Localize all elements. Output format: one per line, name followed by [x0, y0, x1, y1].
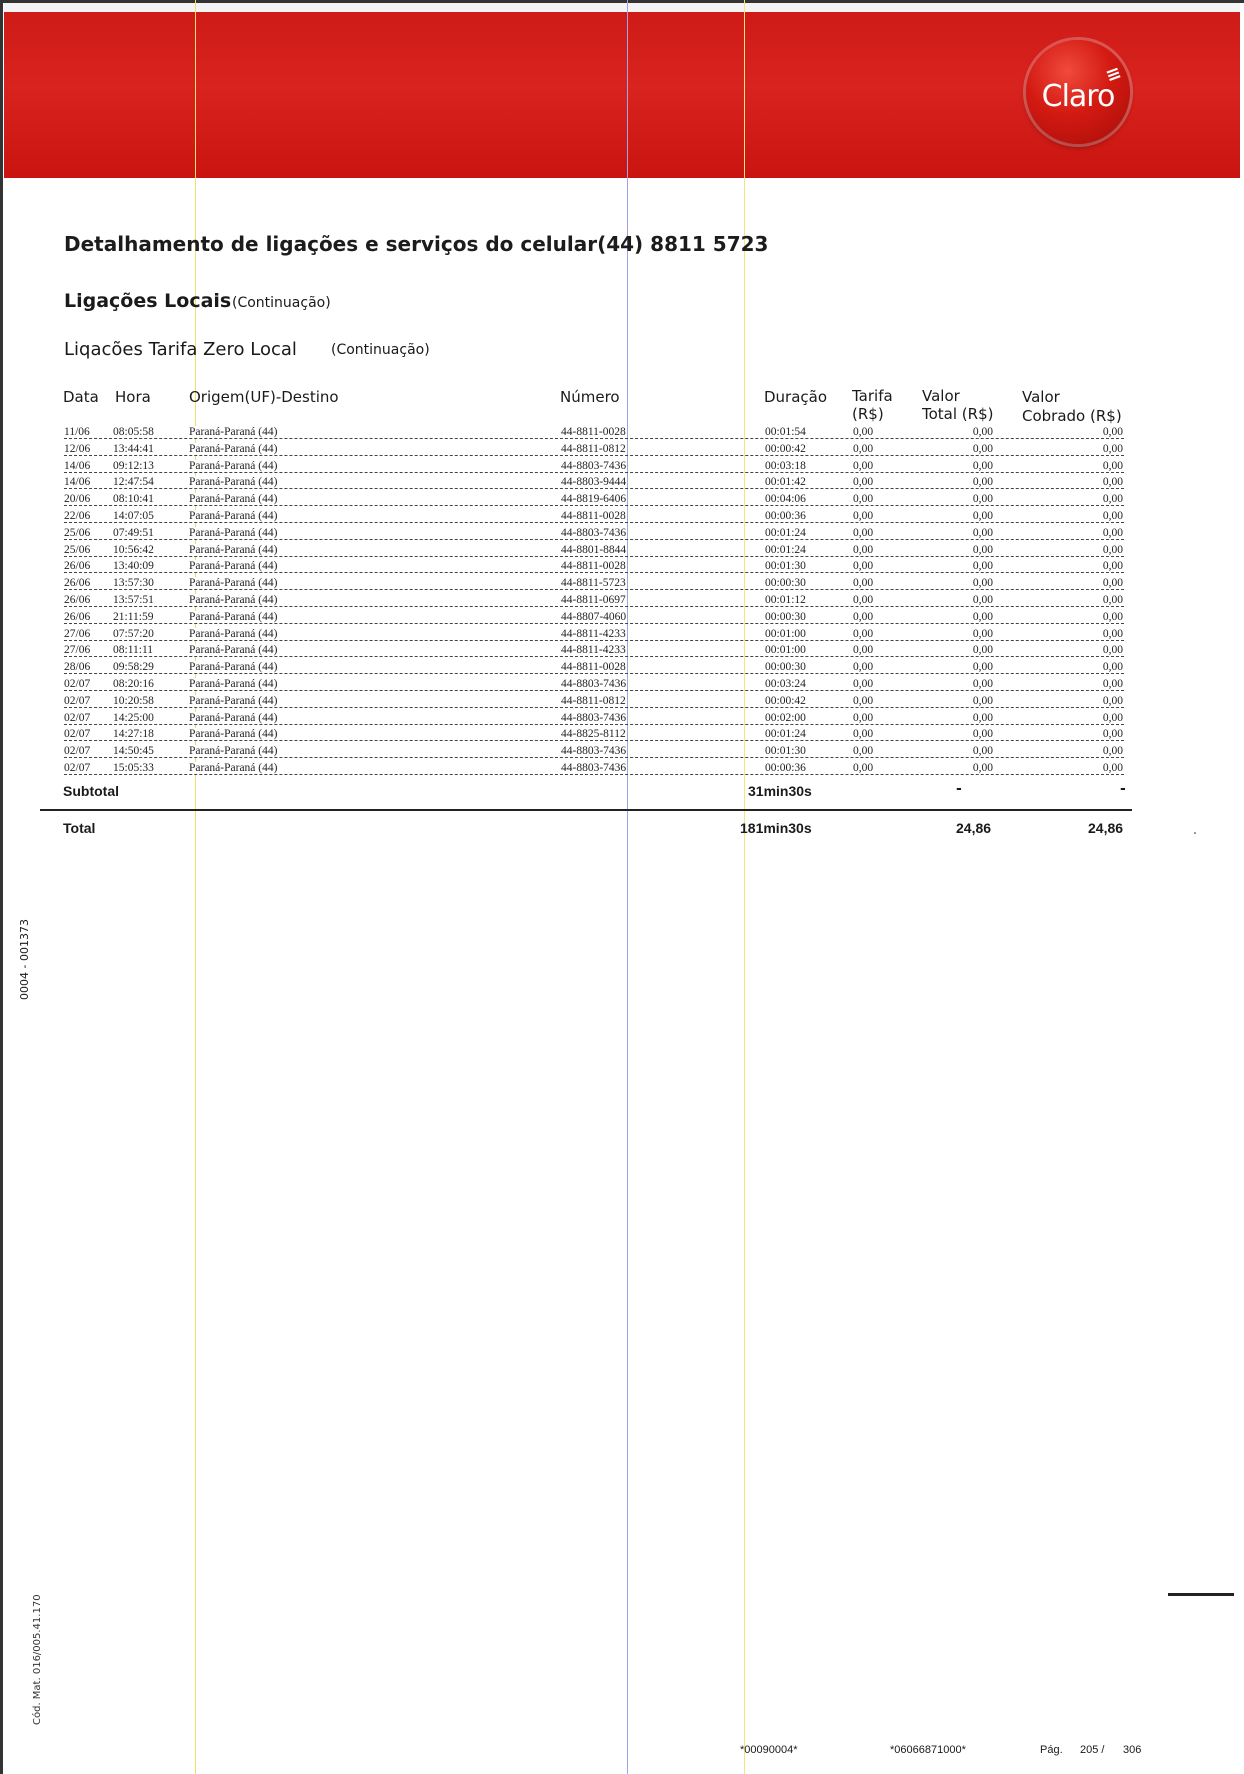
cell-valor-cobrado: 0,00 [1102, 762, 1123, 774]
cell-date: 14/06 [64, 476, 91, 489]
col-header-valor-total: Valor [922, 387, 960, 405]
cell-origin: Paraná-Paraná (44) [189, 711, 278, 724]
cell-time: 21:11:59 [113, 610, 154, 623]
cell-valor-total: 0,00 [972, 728, 993, 741]
row-leader-dots [64, 488, 1124, 489]
cell-time: 14:07:05 [113, 510, 154, 522]
cell-origin: Paraná-Paraná (44) [189, 543, 278, 556]
cell-valor-total: 0,00 [972, 442, 993, 455]
cell-date: 26/06 [64, 610, 91, 623]
cell-duration: 00:02:00 [765, 711, 806, 724]
cell-number: 44-8803-7436 [561, 459, 627, 472]
cell-tarifa: 0,00 [853, 644, 874, 657]
cell-date: 28/06 [64, 661, 91, 674]
cell-number: 44-8803-9444 [561, 476, 627, 489]
cell-time: 09:58:29 [113, 661, 154, 674]
cell-time: 14:25:00 [113, 711, 154, 724]
cell-tarifa: 0,00 [853, 510, 874, 522]
cell-number: 44-8811-4233 [561, 627, 626, 640]
row-leader-dots [64, 757, 1124, 758]
cell-valor-cobrado: 0,00 [1102, 661, 1123, 674]
col-header-hora: Hora [115, 388, 151, 406]
cell-time: 14:27:18 [113, 728, 154, 741]
footer-code-2: *06066871000* [890, 1744, 966, 1756]
row-leader-dots [64, 438, 1124, 439]
table-row [0, 493, 1244, 510]
cell-valor-cobrado: 0,00 [1102, 711, 1123, 724]
cell-time: 13:57:51 [113, 594, 154, 606]
cell-tarifa: 0,00 [853, 526, 874, 539]
cell-duration: 00:00:42 [765, 694, 806, 707]
cell-valor-cobrado: 0,00 [1102, 459, 1123, 472]
cell-origin: Paraná-Paraná (44) [189, 644, 278, 657]
cell-number: 44-8811-0697 [561, 594, 626, 606]
cell-date: 02/07 [64, 745, 91, 758]
cell-tarifa: 0,00 [853, 442, 874, 455]
cell-number: 44-8801-8844 [561, 543, 627, 556]
cell-valor-cobrado: 0,00 [1102, 745, 1123, 758]
row-leader-dots [64, 572, 1124, 573]
cell-valor-total: 0,00 [972, 560, 993, 573]
cell-origin: Paraná-Paraná (44) [189, 661, 278, 674]
cell-number: 44-8803-7436 [561, 745, 627, 758]
table-row [0, 426, 1244, 443]
side-material-code: Cód. Mat. 016/005.41.170 [32, 1594, 43, 1725]
table-row [0, 728, 1244, 745]
cell-duration: 00:00:36 [765, 510, 806, 522]
cell-time: 08:05:58 [113, 426, 154, 438]
cell-duration: 00:01:12 [765, 594, 806, 606]
cell-number: 44-8811-0028 [561, 510, 626, 522]
cell-origin: Paraná-Paraná (44) [189, 459, 278, 472]
cell-time: 15:05:33 [113, 762, 154, 774]
row-leader-dots [64, 656, 1124, 657]
cell-tarifa: 0,00 [853, 476, 874, 489]
table-row [0, 476, 1244, 493]
col-header-numero: Número [560, 388, 620, 406]
row-leader-dots [64, 589, 1124, 590]
cell-number: 44-8811-0812 [561, 442, 626, 455]
cell-time: 08:10:41 [113, 493, 154, 506]
col-header-tarifa: Tarifa [852, 387, 893, 405]
cell-date: 22/06 [64, 510, 91, 522]
cell-valor-total: 0,00 [972, 543, 993, 556]
cell-date: 11/06 [64, 426, 90, 438]
cell-origin: Paraná-Paraná (44) [189, 745, 278, 758]
row-leader-dots [64, 539, 1124, 540]
subsection-title: Liqacões Tarifa Zero Local [64, 339, 297, 360]
cell-time: 08:20:16 [113, 678, 154, 690]
row-leader-dots [64, 455, 1124, 456]
cell-origin: Paraná-Paraná (44) [189, 510, 278, 522]
cell-number: 44-8811-4233 [561, 644, 626, 657]
cell-date: 26/06 [64, 594, 91, 606]
table-row [0, 544, 1244, 561]
cell-tarifa: 0,00 [853, 694, 874, 707]
total-label: Total [63, 820, 96, 836]
cell-duration: 00:00:30 [765, 661, 806, 674]
cell-valor-total: 0,00 [972, 493, 993, 506]
col-header-valor-total-unit: Total (R$) [922, 405, 994, 423]
cell-duration: 00:01:30 [765, 745, 806, 758]
cell-valor-cobrado: 0,00 [1102, 560, 1123, 573]
cell-valor-total: 0,00 [972, 610, 993, 623]
table-row [0, 628, 1244, 645]
table-row [0, 510, 1244, 527]
cell-origin: Paraná-Paraná (44) [189, 762, 278, 774]
claro-logo [1026, 40, 1130, 144]
cell-time: 09:12:13 [113, 459, 154, 472]
cell-time: 07:57:20 [113, 627, 154, 640]
total-divider [40, 809, 1132, 811]
subtotal-valor-total: - [956, 781, 962, 797]
cell-origin: Paraná-Paraná (44) [189, 442, 278, 455]
cell-tarifa: 0,00 [853, 728, 874, 741]
cell-time: 14:50:45 [113, 745, 154, 758]
cell-origin: Paraná-Paraná (44) [189, 694, 278, 707]
cell-valor-cobrado: 0,00 [1102, 728, 1123, 741]
cell-origin: Paraná-Paraná (44) [189, 426, 278, 438]
row-leader-dots [64, 640, 1124, 641]
cell-number: 44-8811-0028 [561, 560, 626, 573]
cell-tarifa: 0,00 [853, 678, 874, 690]
cell-date: 02/07 [64, 728, 91, 741]
cell-valor-cobrado: 0,00 [1102, 426, 1123, 438]
cell-number: 44-8819-6406 [561, 493, 627, 506]
col-header-tarifa-unit: (R$) [852, 405, 884, 423]
cell-date: 02/07 [64, 694, 91, 707]
footer-page-total: 306 [1123, 1744, 1142, 1756]
cell-valor-cobrado: 0,00 [1102, 526, 1123, 539]
cell-tarifa: 0,00 [853, 577, 874, 590]
row-leader-dots [64, 623, 1124, 624]
cell-date: 27/06 [64, 644, 91, 657]
cell-duration: 00:00:42 [765, 442, 806, 455]
margin-mark [1168, 1593, 1234, 1596]
cell-date: 25/06 [64, 543, 91, 556]
row-leader-dots [64, 724, 1124, 725]
row-leader-dots [64, 505, 1124, 506]
cell-date: 27/06 [64, 627, 91, 640]
cell-duration: 00:01:24 [765, 526, 806, 539]
table-row [0, 678, 1244, 695]
cell-valor-cobrado: 0,00 [1102, 442, 1123, 455]
cell-tarifa: 0,00 [853, 543, 874, 556]
cell-date: 02/07 [64, 711, 91, 724]
table-row [0, 577, 1244, 594]
cell-number: 44-8803-7436 [561, 526, 627, 539]
cell-origin: Paraná-Paraná (44) [189, 577, 278, 590]
table-row [0, 745, 1244, 762]
cell-tarifa: 0,00 [853, 594, 874, 606]
table-row [0, 644, 1244, 661]
cell-origin: Paraná-Paraná (44) [189, 594, 278, 606]
section-title: Ligações Locais [64, 290, 232, 312]
row-leader-dots [64, 522, 1124, 523]
total-valor-cobrado: 24,86 [1088, 820, 1124, 836]
cell-valor-total: 0,00 [972, 577, 993, 590]
table-row [0, 762, 1244, 779]
cell-valor-cobrado: 0,00 [1102, 543, 1123, 556]
cell-valor-total: 0,00 [972, 694, 993, 707]
logo-text: Claro [1041, 78, 1115, 114]
cell-origin: Paraná-Paraná (44) [189, 728, 278, 741]
cell-time: 13:40:09 [113, 560, 154, 573]
cell-duration: 00:01:00 [765, 627, 806, 640]
col-header-valor-cobrado: Valor [1022, 388, 1060, 406]
cell-date: 02/07 [64, 762, 91, 774]
cell-valor-cobrado: 0,00 [1102, 678, 1123, 690]
cell-valor-total: 0,00 [972, 745, 993, 758]
cell-date: 25/06 [64, 526, 91, 539]
subsection-continuation: (Continuação) [331, 342, 430, 358]
total-duration: 181min30s [740, 820, 812, 836]
scan-artifact-line [744, 0, 745, 1774]
cell-tarifa: 0,00 [853, 560, 874, 573]
cell-origin: Paraná-Paraná (44) [189, 610, 278, 623]
row-leader-dots [64, 707, 1124, 708]
total-valor-total: 24,86 [956, 820, 992, 836]
footer-page-current: 205 / [1080, 1744, 1105, 1756]
document-title: Detalhamento de ligações e serviços do celular(44) 8811 5723 [64, 232, 769, 256]
cell-valor-cobrado: 0,00 [1102, 644, 1123, 657]
col-header-duracao: Duração [764, 388, 828, 406]
row-leader-dots [64, 556, 1124, 557]
cell-valor-total: 0,00 [972, 762, 993, 774]
cell-time: 10:20:58 [113, 694, 154, 707]
cell-origin: Paraná-Paraná (44) [189, 493, 278, 506]
table-row [0, 594, 1244, 611]
cell-valor-cobrado: 0,00 [1102, 510, 1123, 522]
cell-duration: 00:03:18 [765, 459, 806, 472]
cell-valor-cobrado: 0,00 [1102, 610, 1123, 623]
cell-duration: 00:01:00 [765, 644, 806, 657]
cell-origin: Paraná-Paraná (44) [189, 627, 278, 640]
cell-time: 13:57:30 [113, 577, 154, 590]
cell-duration: 00:00:30 [765, 610, 806, 623]
cell-date: 26/06 [64, 577, 91, 590]
cell-origin: Paraná-Paraná (44) [189, 476, 278, 489]
cell-valor-cobrado: 0,00 [1102, 493, 1123, 506]
cell-date: 02/07 [64, 678, 91, 690]
row-leader-dots [64, 690, 1124, 691]
cell-duration: 00:01:24 [765, 543, 806, 556]
cell-tarifa: 0,00 [853, 426, 874, 438]
cell-tarifa: 0,00 [853, 627, 874, 640]
cell-number: 44-8811-0028 [561, 661, 626, 674]
cell-valor-cobrado: 0,00 [1102, 627, 1123, 640]
cell-number: 44-8811-5723 [561, 577, 626, 590]
scan-artifact-line [627, 0, 628, 1774]
footer-code-1: *00090004* [740, 1744, 798, 1756]
cell-tarifa: 0,00 [853, 493, 874, 506]
cell-duration: 00:01:24 [765, 728, 806, 741]
cell-tarifa: 0,00 [853, 661, 874, 674]
logo-rays-icon: ≡ [1102, 62, 1125, 87]
row-leader-dots [64, 740, 1124, 741]
table-row [0, 712, 1244, 729]
cell-duration: 00:00:30 [765, 577, 806, 590]
cell-valor-total: 0,00 [972, 644, 993, 657]
row-leader-dots [64, 472, 1124, 473]
cell-valor-total: 0,00 [972, 678, 993, 690]
cell-duration: 00:04:06 [765, 493, 806, 506]
cell-date: 14/06 [64, 459, 91, 472]
cell-time: 08:11:11 [113, 644, 154, 657]
top-strip [4, 3, 1240, 12]
cell-valor-total: 0,00 [972, 476, 993, 489]
cell-tarifa: 0,00 [853, 711, 874, 724]
table-row [0, 460, 1244, 477]
table-row [0, 611, 1244, 628]
cell-number: 44-8811-0028 [561, 426, 626, 438]
scan-artifact-line [195, 0, 196, 1774]
col-header-origem: Origem(UF)-Destino [189, 388, 339, 406]
row-leader-dots [64, 606, 1124, 607]
cell-valor-total: 0,00 [972, 711, 993, 724]
table-row [0, 443, 1244, 460]
cell-number: 44-8803-7436 [561, 678, 627, 690]
table-row [0, 661, 1244, 678]
cell-valor-cobrado: 0,00 [1102, 476, 1123, 489]
cell-valor-total: 0,00 [972, 510, 993, 522]
cell-time: 10:56:42 [113, 543, 154, 556]
cell-valor-total: 0,00 [972, 459, 993, 472]
cell-valor-cobrado: 0,00 [1102, 694, 1123, 707]
cell-number: 44-8803-7436 [561, 711, 627, 724]
cell-valor-total: 0,00 [972, 661, 993, 674]
cell-duration: 00:00:36 [765, 762, 806, 774]
cell-number: 44-8825-8112 [561, 728, 626, 741]
row-leader-dots [64, 774, 1124, 775]
cell-origin: Paraná-Paraná (44) [189, 560, 278, 573]
section-continuation: (Continuação) [232, 295, 331, 311]
cell-tarifa: 0,00 [853, 762, 874, 774]
scan-dot [1194, 832, 1196, 834]
cell-time: 12:47:54 [113, 476, 154, 489]
cell-duration: 00:01:30 [765, 560, 806, 573]
subtotal-duration: 31min30s [748, 783, 812, 799]
table-row [0, 560, 1244, 577]
footer-page-label: Pág. [1040, 1744, 1063, 1756]
side-code: 0004 - 001373 [18, 919, 31, 1000]
col-header-data: Data [63, 388, 99, 406]
cell-number: 44-8811-0812 [561, 694, 626, 707]
row-leader-dots [64, 673, 1124, 674]
cell-tarifa: 0,00 [853, 459, 874, 472]
cell-time: 07:49:51 [113, 526, 154, 539]
subtotal-valor-cobrado: - [1120, 781, 1126, 797]
col-header-valor-cobrado-unit: Cobrado (R$) [1022, 407, 1122, 425]
cell-valor-cobrado: 0,00 [1102, 594, 1123, 606]
cell-valor-total: 0,00 [972, 594, 993, 606]
cell-valor-total: 0,00 [972, 526, 993, 539]
cell-origin: Paraná-Paraná (44) [189, 526, 278, 539]
cell-valor-total: 0,00 [972, 426, 993, 438]
table-row [0, 527, 1244, 544]
cell-duration: 00:01:54 [765, 426, 806, 438]
cell-date: 12/06 [64, 442, 91, 455]
cell-date: 20/06 [64, 493, 91, 506]
cell-time: 13:44:41 [113, 442, 154, 455]
cell-number: 44-8803-7436 [561, 762, 627, 774]
cell-tarifa: 0,00 [853, 610, 874, 623]
cell-duration: 00:01:42 [765, 476, 806, 489]
cell-tarifa: 0,00 [853, 745, 874, 758]
cell-duration: 00:03:24 [765, 678, 806, 690]
cell-origin: Paraná-Paraná (44) [189, 678, 278, 690]
cell-valor-cobrado: 0,00 [1102, 577, 1123, 590]
table-row [0, 695, 1244, 712]
subtotal-label: Subtotal [63, 783, 119, 799]
cell-valor-total: 0,00 [972, 627, 993, 640]
cell-date: 26/06 [64, 560, 91, 573]
cell-number: 44-8807-4060 [561, 610, 627, 623]
